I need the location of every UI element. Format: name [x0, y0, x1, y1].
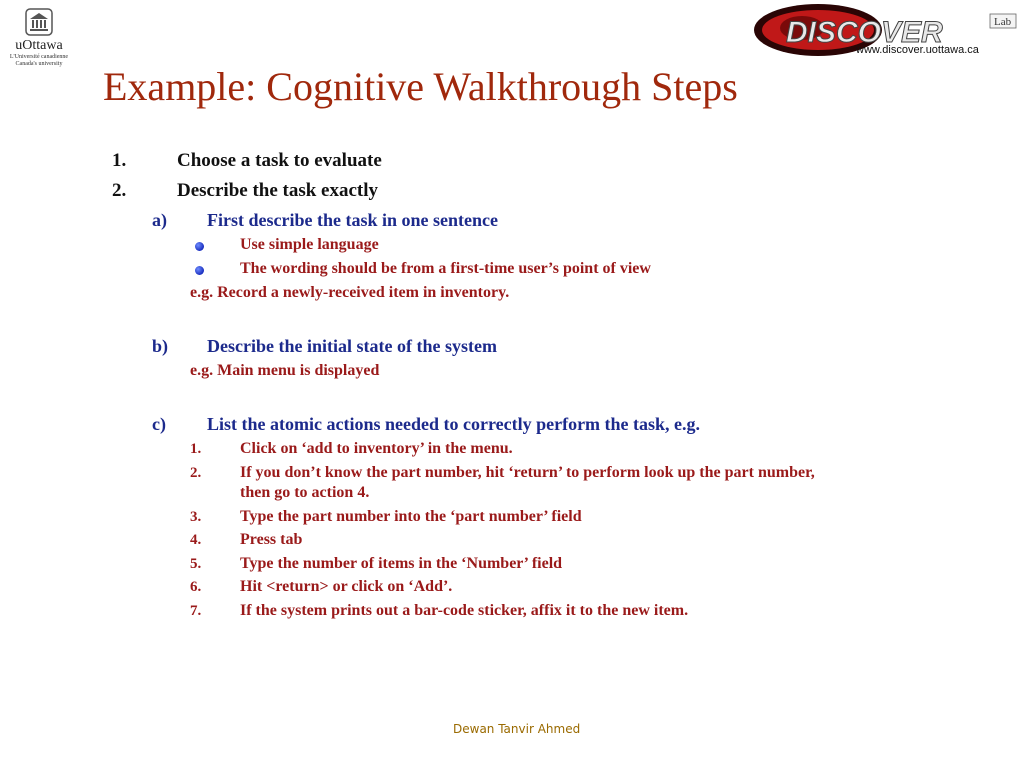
action-7-number: 7.	[190, 603, 202, 619]
action-4-number: 4.	[190, 532, 202, 548]
substep-b-label: b)	[152, 336, 169, 356]
lab-badge: Lab	[994, 16, 1012, 28]
substep-a-example: e.g. Record a newly-received item in inventory.	[190, 284, 510, 301]
substep-b-text: Describe the initial state of the system	[207, 336, 497, 356]
substep-c-label: c)	[152, 414, 166, 434]
substep-a-bullet-1: Use simple language	[240, 236, 379, 253]
uottawa-logo	[6, 8, 72, 68]
substep-b-example: e.g. Main menu is displayed	[190, 362, 380, 379]
action-5-number: 5.	[190, 556, 202, 572]
step-1-text: Choose a task to evaluate	[177, 150, 382, 171]
step-2-text: Describe the task exactly	[177, 180, 379, 201]
action-2-number: 2.	[190, 465, 202, 481]
substep-a-label: a)	[152, 210, 167, 230]
action-4-text: Press tab	[240, 531, 303, 548]
action-7-text: If the system prints out a bar-code sticker, affix it to the new item.	[240, 602, 689, 619]
substep-a-text: First describe the task in one sentence	[207, 210, 498, 230]
action-1-number: 1.	[190, 441, 202, 457]
substep-a-bullet-2: The wording should be from a first-time user’s point of view	[240, 260, 651, 277]
action-1-text: Click on ‘add to inventory’ in the menu.	[240, 440, 513, 457]
uottawa-subtitle-fr: L'Université canadienne	[9, 54, 69, 60]
action-5-text: Type the number of items in the ‘Number’ field	[240, 555, 563, 572]
substep-c-text: List the atomic actions needed to correctly perform the task, e.g.	[207, 414, 701, 434]
slide-title: Example: Cognitive Walkthrough Steps	[103, 64, 738, 109]
step-2-number: 2.	[112, 180, 127, 201]
discover-lab-logo	[752, 2, 1020, 58]
bullet-icon	[195, 266, 204, 275]
lab-url: www.discover.uottawa.ca	[856, 44, 979, 56]
action-2-text: If you don’t know the part number, hit ‘return’ to perform look up the part number,	[240, 464, 815, 481]
discover-wordmark: DISCOVER	[786, 16, 943, 49]
action-6-number: 6.	[190, 579, 202, 595]
step-1-number: 1.	[112, 150, 127, 171]
action-2-continuation: then go to action 4.	[240, 484, 370, 501]
uottawa-name: uOttawa	[15, 38, 63, 53]
footer-author: Dewan Tanvir Ahmed	[453, 722, 581, 736]
action-3-text: Type the part number into the ‘part number’ field	[240, 508, 582, 525]
uottawa-subtitle-en: Canada's university	[15, 61, 63, 67]
action-6-text: Hit <return> or click on ‘Add’.	[240, 578, 453, 595]
university-building-icon	[25, 8, 53, 36]
action-3-number: 3.	[190, 509, 202, 525]
bullet-icon	[195, 242, 204, 251]
